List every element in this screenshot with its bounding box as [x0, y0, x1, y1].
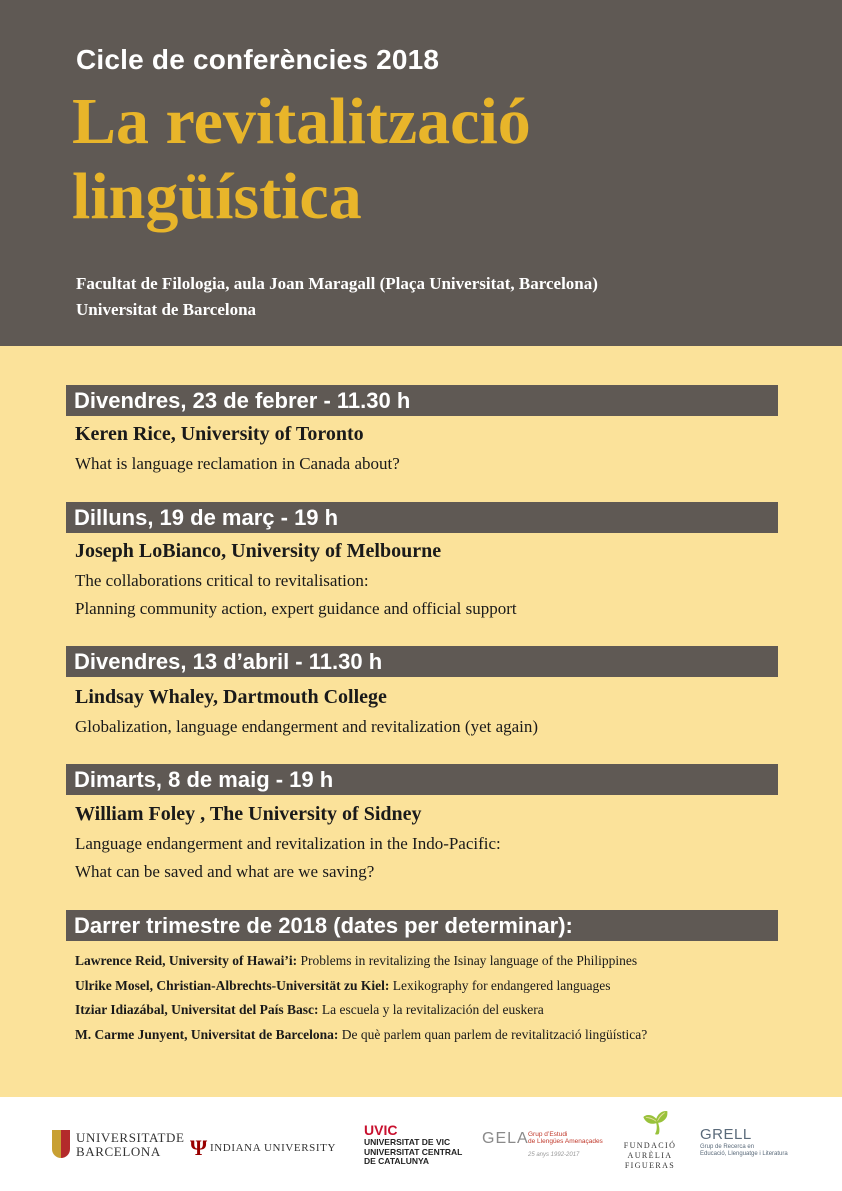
session-talk: What can be saved and what are we saving?: [75, 862, 375, 881]
later-item: [75, 1027, 647, 1043]
ub-shield-icon: [52, 1130, 70, 1158]
later-talk: La escuela y la revitalización del euskera: [318, 1002, 544, 1017]
session-date: Dilluns, 19 de març - 19 h: [66, 502, 778, 533]
logo-indiana-university: INDIANA UNIVERSITY: [210, 1142, 336, 1154]
session-talk: What is language reclamation in Canada about?: [75, 454, 400, 473]
session-speaker: William Foley , The University of Sidney: [75, 803, 422, 825]
venue-line-2: Universitat de Barcelona: [76, 300, 257, 319]
session-talk: Globalization, language endangerment and revitalization (yet again): [75, 717, 539, 736]
session-speaker: Lindsay Whaley, Dartmouth College: [75, 686, 387, 708]
later-heading: Darrer trimestre de 2018 (dates per determinar):: [66, 910, 778, 941]
session-talk: Language endangerment and revitalization in the Indo-Pacific:: [75, 834, 501, 853]
session-talk: Planning community action, expert guidance and official support: [75, 599, 517, 618]
later-speaker: Lawrence Reid, University of Hawai’i:: [75, 953, 298, 968]
logo-universitat-barcelona: UNIVERSITATDE BARCELONA: [76, 1130, 185, 1159]
later-talk: Lexikography for endangered languages: [389, 978, 611, 993]
venue-line-1: Facultat de Filologia, aula Joan Maragall (Plaça Universitat, Barcelona): [76, 274, 598, 293]
title-line-2: lingüística: [72, 160, 362, 233]
logo-grell: GRELL: [700, 1126, 752, 1143]
session-date: Divendres, 23 de febrer - 11.30 h: [66, 385, 778, 416]
later-speaker: Itziar Idiazábal, Universitat del País Basc:: [75, 1002, 319, 1017]
title-line-1: La revitalització: [72, 85, 531, 158]
later-item: [75, 978, 611, 994]
session-date: Divendres, 13 d’abril - 11.30 h: [66, 646, 778, 677]
footer-logos: [0, 1097, 842, 1191]
logo-fundacio-aurelia-figueras: FUNDACIÓ AURÈLIA FIGUERAS: [623, 1141, 677, 1170]
logo-gela: GELA: [482, 1130, 529, 1147]
later-item: [75, 1002, 544, 1018]
page-title: [72, 84, 531, 234]
later-talk: De què parlem quan parlem de revitalització lingüística?: [338, 1027, 648, 1042]
gela-subtitle: Grup d’Estudi de Llengües Amenaçades: [528, 1131, 603, 1145]
session-talk: The collaborations critical to revitalisation:: [75, 571, 369, 590]
header-banner: [0, 0, 842, 346]
later-talk: Problems in revitalizing the Isinay language of the Philippines: [297, 953, 638, 968]
session-speaker: Keren Rice, University of Toronto: [75, 423, 364, 445]
grell-subtitle: Grup de Recerca en Educació, Llenguatge i Literatura: [700, 1144, 788, 1157]
session-speaker: Joseph LoBianco, University of Melbourne: [75, 540, 442, 562]
gela-years: 25 anys 1992-2017: [528, 1152, 580, 1158]
later-item: [75, 953, 637, 969]
series-title: Cicle de conferències 2018: [76, 44, 440, 75]
sprout-icon: 🌱: [642, 1111, 670, 1136]
later-speaker: Ulrike Mosel, Christian-Albrechts-Universität zu Kiel:: [75, 978, 390, 993]
session-date: Dimarts, 8 de maig - 19 h: [66, 764, 778, 795]
later-speaker: M. Carme Junyent, Universitat de Barcelona:: [75, 1027, 339, 1042]
indiana-trident-icon: Ψ: [190, 1135, 208, 1160]
logo-uvic: UVIC UNIVERSITAT DE VIC UNIVERSITAT CENTRAL DE CATALUNYA: [364, 1122, 463, 1166]
